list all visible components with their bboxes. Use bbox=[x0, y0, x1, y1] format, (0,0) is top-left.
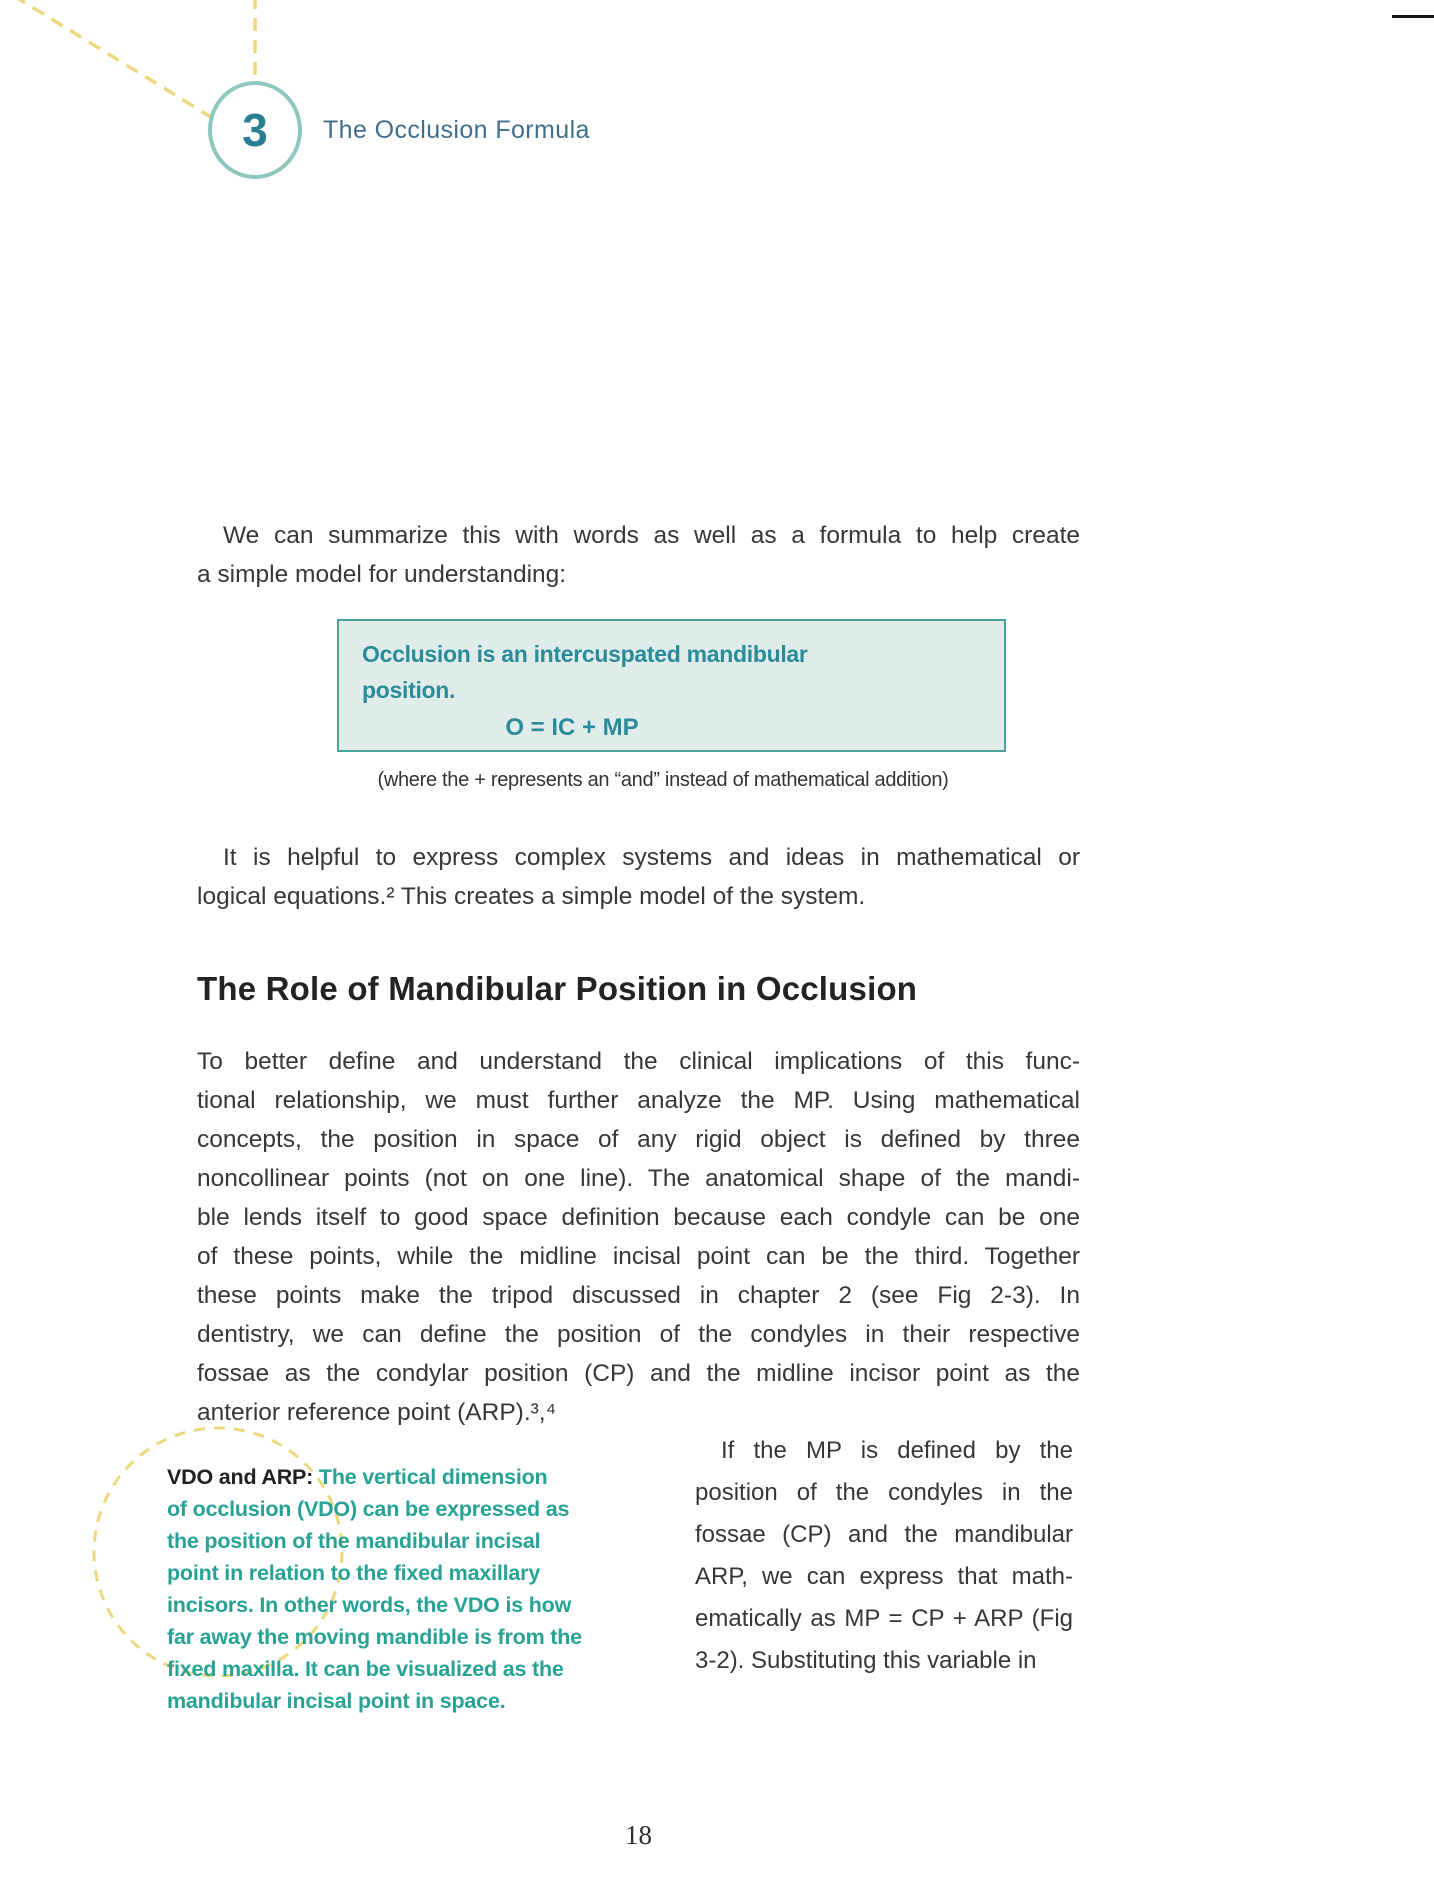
text-line: mandibular incisal point in space. bbox=[167, 1689, 506, 1713]
chapter-number: 3 bbox=[242, 104, 268, 156]
section-paragraph bbox=[197, 1042, 1080, 1432]
text-line: logical equations.² This creates a simple model of the system. bbox=[197, 883, 866, 910]
text-line: a simple model for understanding: bbox=[197, 561, 567, 588]
text-line: tional relationship, we must further analyze the MP. Using mathematical bbox=[197, 1087, 1080, 1114]
page-number: 18 bbox=[625, 1820, 652, 1850]
sidebar-first-line-rest: The vertical dimension bbox=[313, 1465, 548, 1489]
text-line: If the MP is defined by the bbox=[721, 1437, 1073, 1464]
text-line: position of the condyles in the bbox=[695, 1479, 1073, 1506]
text-line: concepts, the position in space of any rigid object is defined by three bbox=[197, 1126, 1080, 1153]
text-line: fossae (CP) and the mandibular bbox=[695, 1521, 1073, 1548]
helpful-paragraph bbox=[197, 838, 1080, 916]
text-line: ble lends itself to good space definition because each condyle can be one bbox=[197, 1204, 1080, 1231]
text-line: dentistry, we can define the position of the condyles in their respective bbox=[197, 1321, 1080, 1348]
text-line: We can summarize this with words as well as a formula to help create bbox=[223, 522, 1080, 549]
text-line: of these points, while the midline incisal point can be the third. Together bbox=[197, 1243, 1080, 1270]
text-line: these points make the tripod discussed in chapter 2 (see Fig 2-3). In bbox=[197, 1282, 1080, 1309]
section-heading: The Role of Mandibular Position in Occlusion bbox=[197, 970, 918, 1007]
text-line: ematically as MP = CP + ARP (Fig bbox=[695, 1605, 1073, 1632]
formula-box bbox=[337, 619, 1006, 752]
text-line: of occlusion (VDO) can be expressed as bbox=[167, 1497, 570, 1521]
text-line: To better define and understand the clinical implications of this func- bbox=[197, 1048, 1080, 1075]
text-line: 3-2). Substituting this variable in bbox=[695, 1647, 1037, 1674]
occlusion-formula: O = IC + MP bbox=[505, 714, 639, 741]
right-column-paragraph bbox=[695, 1430, 1073, 1682]
formula-caption: (where the + represents an “and” instead of mathematical addition) bbox=[377, 769, 949, 791]
sidebar-note bbox=[167, 1461, 647, 1717]
text-line: It is helpful to express complex systems and ideas in mathematical or bbox=[223, 844, 1080, 871]
text-line: anterior reference point (ARP).³,⁴ bbox=[197, 1399, 557, 1426]
text-line: ARP, we can express that math- bbox=[695, 1563, 1073, 1590]
chapter-badge-circle bbox=[208, 81, 302, 179]
chapter-title: The Occlusion Formula bbox=[323, 116, 590, 144]
text-line: Occlusion is an intercuspated mandibular bbox=[362, 641, 808, 667]
top-right-rule bbox=[1392, 15, 1434, 18]
intro-paragraph bbox=[197, 516, 1080, 594]
text-line: position. bbox=[362, 677, 456, 703]
text-line: the position of the mandibular incisal bbox=[167, 1529, 541, 1553]
text-line: fixed maxilla. It can be visualized as the bbox=[167, 1657, 564, 1681]
formula-box-statement bbox=[362, 636, 981, 708]
sidebar-first-line bbox=[167, 1461, 647, 1493]
dashed-diagonal-line bbox=[14, 0, 211, 117]
text-line: noncollinear points (not on one line). The anatomical shape of the mandi- bbox=[197, 1165, 1080, 1192]
text-line: incisors. In other words, the VDO is how bbox=[167, 1593, 572, 1617]
text-line: point in relation to the fixed maxillary bbox=[167, 1561, 541, 1585]
sidebar-body bbox=[167, 1493, 647, 1717]
sidebar-prefix: VDO and ARP: bbox=[167, 1465, 314, 1489]
text-line: fossae as the condylar position (CP) and the midline incisor point as the bbox=[197, 1360, 1080, 1387]
text-line: far away the moving mandible is from the bbox=[167, 1625, 582, 1649]
